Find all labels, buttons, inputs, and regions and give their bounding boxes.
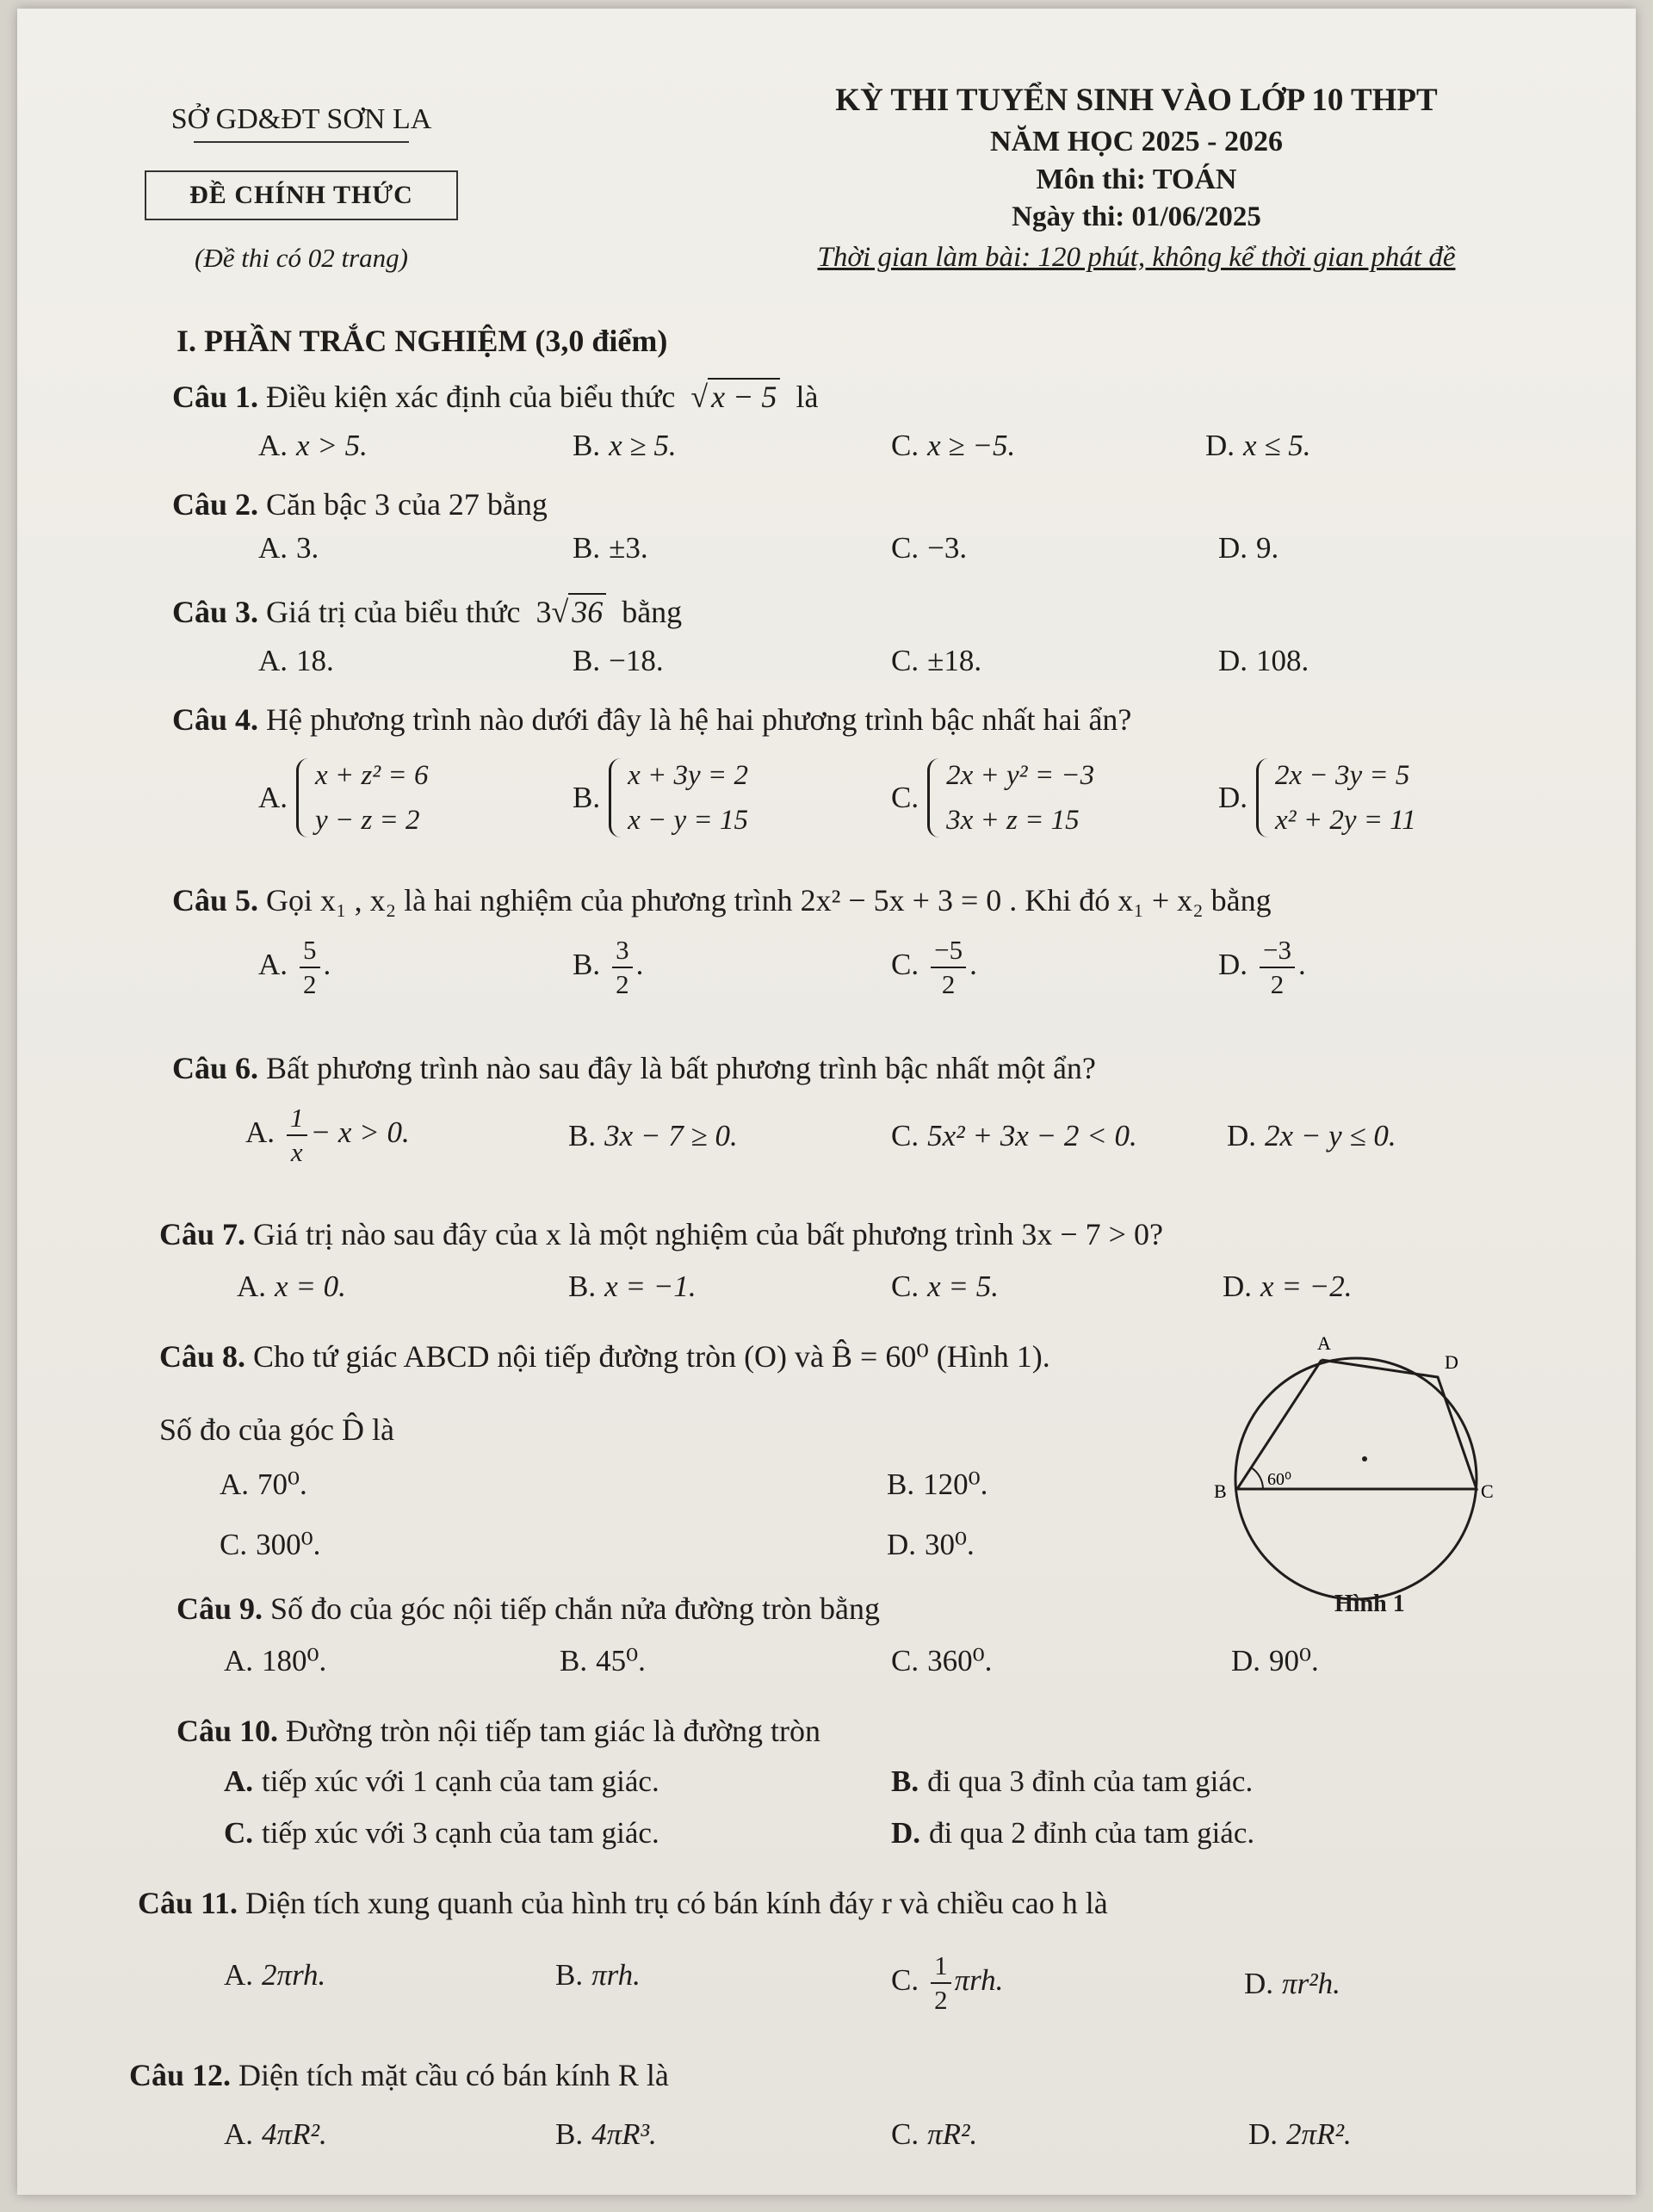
- question-4: Câu 4. Hệ phương trình nào dưới đây là hệ hai phương trình bậc nhất hai ẩn? A.x + z² = 6 y − z = 2 B.x + 3y = 2 x − y = 15 C.2x + y² = −3 3x + z = 15 D.2x − 3y = 5 x² + 2y = 11: [172, 701, 1550, 738]
- question-10: Câu 10. Đường tròn nội tiếp tam giác là đường tròn A. tiếp xúc với 1 cạnh của tam giác. B. đi qua 3 đỉnh của tam giác. C. tiếp xúc với 3 cạnh của tam giác. D. đi qua 2 đỉnh của tam giác.: [176, 1713, 1554, 1749]
- option-a[interactable]: A.x + z² = 6 y − z = 2: [258, 753, 428, 843]
- figure-caption: Hình 1: [1334, 1591, 1405, 1617]
- subject: Môn thi: TOÁN: [1036, 164, 1237, 195]
- question-3: Câu 3. Giá trị của biểu thức 3√ 36 bằng A. 18. B. −18. C. ±18. D. 108.: [172, 594, 1550, 630]
- option-b[interactable]: B. ±3.: [573, 531, 648, 565]
- cyclic-quadrilateral-figure: [1214, 1325, 1498, 1610]
- option-b[interactable]: B. −18.: [573, 644, 664, 677]
- option-d[interactable]: D. 2πR².: [1248, 2117, 1352, 2151]
- label-C: C: [1481, 1480, 1494, 1502]
- options: [172, 753, 1550, 856]
- option-c[interactable]: C. $\frac{1}{2}$ πrh.: [891, 1950, 1004, 2015]
- options: [172, 1102, 1550, 1179]
- exam-page: [17, 9, 1636, 2195]
- school-year: NĂM HỌC 2025 - 2026: [990, 126, 1283, 158]
- options: [129, 2117, 1507, 2160]
- center-point: [1362, 1456, 1367, 1461]
- option-d[interactable]: D. đi qua 2 đỉnh của tam giác.: [891, 1816, 1255, 1850]
- header-right: [654, 82, 1619, 274]
- option-a[interactable]: A. tiếp xúc với 1 cạnh của tam giác.: [224, 1764, 659, 1798]
- option-b[interactable]: B. 120⁰.: [887, 1467, 988, 1501]
- question-1: Câu 1. Điều kiện xác định của biểu thức √ x − 5 là A. x > 5. B. x ≥ 5. C. x ≥ −5. D. x ≤ 5.: [172, 379, 1550, 415]
- question-5: Câu 5. Gọi x₁ , x₂ là hai nghiệm của phương trình 2x² − 5x + 3 = 0 . Khi đó x₁ + x₂ bằng A. $\frac{5}{2}$ . B. $\frac{3}{2}$ . C. $\frac{-5}{2}$ . D. $\frac{-3}{2}$ .: [172, 882, 1550, 918]
- angle-label: 60⁰: [1267, 1470, 1292, 1489]
- option-c[interactable]: C. tiếp xúc với 3 cạnh của tam giác.: [224, 1816, 659, 1850]
- option-d[interactable]: D. x ≤ 5.: [1205, 429, 1311, 462]
- question-9: Câu 9. Số đo của góc nội tiếp chắn nửa đường tròn bằng A. 180⁰. B. 45⁰. C. 360⁰. D. 90⁰.: [176, 1591, 1296, 1627]
- exam-title: KỲ THI TUYỂN SINH VÀO LỚP 10 THPT: [835, 83, 1438, 118]
- option-a[interactable]: A. 3.: [258, 531, 319, 565]
- option-a[interactable]: A. 4πR².: [224, 2117, 327, 2151]
- options: [176, 1816, 1554, 1859]
- options: [172, 934, 1550, 1011]
- option-d[interactable]: D.2x − 3y = 5 x² + 2y = 11: [1218, 753, 1416, 843]
- option-d[interactable]: D. 30⁰.: [887, 1528, 975, 1561]
- option-a[interactable]: A. x > 5.: [258, 429, 368, 462]
- option-b[interactable]: B. 3x − 7 ≥ 0.: [568, 1119, 738, 1152]
- option-c[interactable]: C. x = 5.: [891, 1270, 1000, 1303]
- header-left: [121, 103, 482, 274]
- option-a[interactable]: A. $\frac{1}{x}$ − x > 0.: [245, 1103, 410, 1167]
- option-c[interactable]: C. 360⁰.: [891, 1644, 993, 1678]
- angle-arc: [1251, 1467, 1263, 1489]
- option-c[interactable]: C. ±18.: [891, 644, 982, 677]
- option-d[interactable]: D. $\frac{-3}{2}$ .: [1218, 935, 1306, 999]
- option-a[interactable]: A. 180⁰.: [224, 1644, 327, 1678]
- label-B: B: [1214, 1480, 1227, 1502]
- options: [172, 644, 1550, 687]
- option-b[interactable]: B. x = −1.: [568, 1270, 696, 1303]
- option-c[interactable]: C. 300⁰.: [220, 1528, 321, 1561]
- question-6: Câu 6. Bất phương trình nào sau đây là bất phương trình bậc nhất một ẩn? A. $\frac{1}{x}$ − x > 0. B. 3x − 7 ≥ 0. C. 5x² + 3x − 2 < 0. D. 2x − y ≤ 0.: [172, 1050, 1550, 1086]
- department-name: SỞ GD&ĐT SƠN LA: [170, 103, 432, 135]
- option-c[interactable]: C. 5x² + 3x − 2 < 0.: [891, 1119, 1137, 1152]
- option-a[interactable]: A. $\frac{5}{2}$ .: [258, 935, 331, 999]
- options: [138, 1949, 1515, 2027]
- option-d[interactable]: D. πr²h.: [1244, 1967, 1340, 2000]
- official-label: ĐỀ CHÍNH THỨC: [145, 170, 458, 220]
- option-b[interactable]: B. $\frac{3}{2}$ .: [573, 935, 644, 999]
- question-7: Câu 7. Giá trị nào sau đây của x là một nghiệm của bất phương trình 3x − 7 > 0? A. x = 0. B. x = −1. C. x = 5. D. x = −2.: [159, 1216, 1537, 1252]
- question-8: Câu 8. Cho tứ giác ABCD nội tiếp đường tròn (O) và B̂ = 60⁰ (Hình 1). Số đo của góc D̂ là A. 70⁰. B. 120⁰. C. 300⁰. D. 30⁰.: [159, 1338, 1235, 1375]
- options: [159, 1270, 1537, 1313]
- options: [172, 531, 1550, 574]
- option-c[interactable]: C. $\frac{-5}{2}$ .: [891, 935, 977, 999]
- option-d[interactable]: D. 2x − y ≤ 0.: [1227, 1119, 1396, 1152]
- question-2: Câu 2. Căn bậc 3 của 27 bằng A. 3. B. ±3. C. −3. D. 9.: [172, 486, 1550, 522]
- question-8-line-2: Số đo của góc D̂ là: [159, 1412, 394, 1447]
- option-a[interactable]: A. x = 0.: [237, 1270, 346, 1303]
- option-b[interactable]: B.x + 3y = 2 x − y = 15: [573, 753, 748, 843]
- options: [172, 429, 1550, 472]
- exam-date: Ngày thi: 01/06/2025: [1012, 201, 1261, 232]
- option-a[interactable]: A. 70⁰.: [220, 1467, 307, 1501]
- option-d[interactable]: D. 108.: [1218, 644, 1309, 677]
- option-b[interactable]: B. πrh.: [555, 1958, 641, 1992]
- question-11: Câu 11. Diện tích xung quanh của hình trụ có bán kính đáy r và chiều cao h là A. 2πrh. B. πrh. C. $\frac{1}{2}$ πrh. D. πr²h.: [138, 1885, 1515, 1921]
- section-title: I. PHẦN TRẮC NGHIỆM (3,0 điểm): [176, 324, 668, 358]
- option-c[interactable]: C. −3.: [891, 531, 968, 565]
- pages-note: (Đề thi có 02 trang): [195, 243, 408, 273]
- option-c[interactable]: C. x ≥ −5.: [891, 429, 1016, 462]
- label-D: D: [1445, 1351, 1458, 1373]
- option-b[interactable]: B. 4πR³.: [555, 2117, 657, 2151]
- option-a[interactable]: A. 18.: [258, 644, 334, 677]
- option-d[interactable]: D. x = −2.: [1223, 1270, 1353, 1303]
- question-12: Câu 12. Diện tích mặt cầu có bán kính R là A. 4πR². B. 4πR³. C. πR². D. 2πR².: [129, 2057, 1507, 2093]
- option-d[interactable]: D. 9.: [1218, 531, 1279, 565]
- option-c[interactable]: C.2x + y² = −3 3x + z = 15: [891, 753, 1094, 843]
- option-c[interactable]: C. πR².: [891, 2117, 978, 2151]
- divider: [194, 141, 409, 143]
- option-d[interactable]: D. 90⁰.: [1231, 1644, 1319, 1678]
- option-a[interactable]: A. 2πrh.: [224, 1958, 326, 1992]
- options: [176, 1644, 1554, 1687]
- option-b[interactable]: B. đi qua 3 đỉnh của tam giác.: [891, 1764, 1254, 1798]
- option-b[interactable]: B. 45⁰.: [560, 1644, 646, 1678]
- time-note: Thời gian làm bài: 120 phút, không kể thời gian phát đề: [817, 242, 1456, 273]
- label-A: A: [1317, 1332, 1331, 1354]
- option-b[interactable]: B. x ≥ 5.: [573, 429, 677, 462]
- options: [176, 1764, 1554, 1807]
